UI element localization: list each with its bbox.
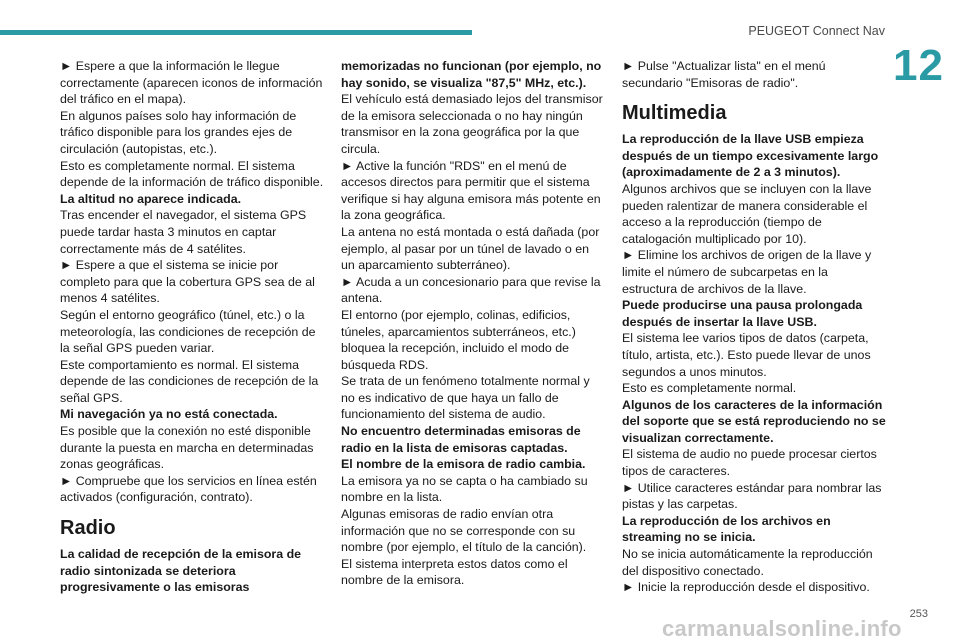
paragraph: ► Espere a que la información le llegue correctamente (aparecen iconos de información del tráfico en el mapa). [60,59,323,107]
paragraph: No se inicia automáticamente la reproducción del dispositivo conectado. [622,547,873,578]
paragraph: ► Inicie la reproducción desde el dispositivo. [622,580,870,595]
paragraph: Esto es completamente normal. El sistema depende de la información de tráfico disponible. [60,158,324,190]
paragraph: El entorno (por ejemplo, colinas, edificios, túneles, aparcamientos subterráneos, etc.) bloquea la recepción, incluido el modo de búsqueda RDS. [341,307,576,372]
text-column-2 [341,58,605,589]
bold-question: Mi navegación ya no está conectada. [60,407,278,422]
paragraph: ► Compruebe que los servicios en línea estén activados (configuración, contrato). [60,473,317,505]
bold-question: No encuentro determinadas emisoras de radio en la lista de emisoras captadas. [341,424,581,455]
bold-question: Puede producirse una pausa prolongada después de insertar la llave USB. [622,298,863,329]
paragraph: En algunos países solo hay información de tráfico disponible para los grandes ejes de circulación (autopistas, etc.). [60,108,297,156]
paragraph: El sistema lee varios tipos de datos (carpeta, título, artista, etc.). Esto puede llevar de unos segundos a unos minutos. [622,331,871,379]
paragraph: ► Elimine los archivos de origen de la llave y limite el número de subcarpetas en la estructura de archivos de la llave. [622,248,872,296]
paragraph: Algunos archivos que se incluyen con la llave pueden ralentizar de manera considerable el acceso a la reproducción (tiempo de catalogación multiplicado por 10). [622,181,872,246]
text-column-1 [60,58,324,596]
paragraph: ► Utilice caracteres estándar para nombrar las pistas y las carpetas. [622,480,882,512]
bold-question: La altitud no aparece indicada. [60,191,242,206]
bold-question: Algunos de los caracteres de la información del soporte que se está reproduciendo no se visualizan correctamente. [622,397,886,445]
paragraph: Algunas emisoras de radio envían otra información que no se corresponde con su nombre (por ejemplo, el título de la canción). [341,507,587,555]
bold-question: El nombre de la emisora de radio cambia. [341,457,586,472]
header-title: PEUGEOT Connect Nav [748,24,885,38]
paragraph: El vehículo está demasiado lejos del transmisor de la emisora seleccionada o no hay ningún transmisor en la zona geográfica por la que circula. [341,92,603,156]
paragraph: ► Acuda a un concesionario para que revise la antena. [341,274,601,306]
paragraph: ► Pulse "Actualizar lista" en el menú secundario "Emisoras de radio". [622,59,826,90]
paragraph: La emisora ya no se capta o ha cambiado su nombre en la lista. [341,473,588,505]
paragraph: ► Active la función "RDS" en el menú de accesos directos para permitir que el sistema verifique si hay alguna emisora más potente en la zona geográfica. [341,158,601,223]
bold-question: La calidad de recepción de la emisora de radio sintonizada se deteriora progresivamente o las emisoras [60,547,302,595]
section-heading: Multimedia [622,102,727,125]
paragraph: La antena no está montada o está dañada (por ejemplo, al pasar por un túnel de lavado o en un aparcamiento subterráneo). [341,224,600,273]
bold-question: memorizadas no funcionan (por ejemplo, no hay sonido, se visualiza "87,5" MHz, etc.). [341,59,602,90]
page-number: 253 [909,608,928,620]
paragraph: Es posible que la conexión no esté disponible durante la puesta en marcha en determinadas zonas geográficas. [60,424,314,472]
watermark: carmanualsonline.info [662,616,902,641]
paragraph: Este comportamiento es normal. El sistema depende de las condiciones de recepción de la señal GPS. [60,357,319,405]
paragraph: El sistema de audio no puede procesar ciertos tipos de caracteres. [622,447,877,479]
bold-question: La reproducción de los archivos en streaming no se inicia. [622,513,831,545]
section-heading: Radio [60,517,116,540]
paragraph: Esto es completamente normal. [622,381,797,396]
paragraph: ► Espere a que el sistema se inicie por completo para que la cobertura GPS sea de al menos 4 satélites. [60,258,315,306]
text-column-3 [622,58,886,596]
paragraph: Tras encender el navegador, el sistema GPS puede tardar hasta 3 minutos en captar correctamente más de 4 satélites. [60,208,307,256]
header-accent-bar [0,30,472,35]
bold-question: La reproducción de la llave USB empieza después de un tiempo excesivamente largo (aproximadamente de 2 a 3 minutos). [622,132,879,180]
paragraph: Se trata de un fenómeno totalmente normal y no es indicativo de que haya un fallo de funcionamiento del sistema de audio. [341,374,590,422]
chapter-number: 12 [893,41,944,90]
paragraph: Según el entorno geográfico (túnel, etc.) o la meteorología, las condiciones de recepción de la señal GPS pueden variar. [60,307,316,356]
paragraph: El sistema interpreta estos datos como el nombre de la emisora. [341,556,568,588]
